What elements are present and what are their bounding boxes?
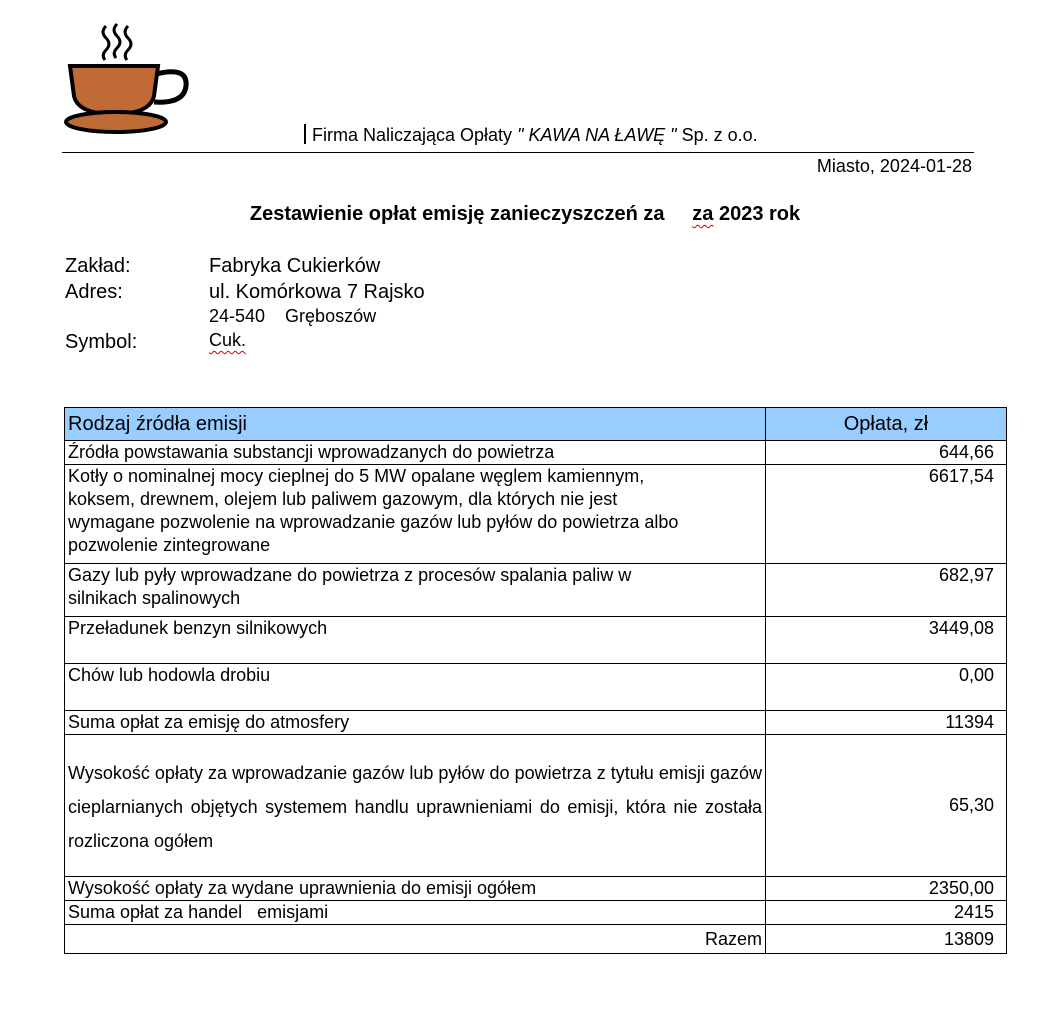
source-name: Gazy lub pyły wprowadzane do powietrza z procesów spalania paliw w silnikach spalinowych (65, 564, 766, 617)
fees-table (64, 407, 1007, 954)
table-row (65, 664, 1007, 711)
header-source: Rodzaj źródła emisji (65, 408, 766, 441)
table-row (65, 564, 1007, 617)
title-part1: Zestawienie opłat emisję zanieczyszczeń za (249, 203, 665, 225)
source-name: Źródła powstawania substancji wprowadzanych do powietrza (65, 441, 766, 465)
ghg-value: 65,30 (766, 735, 1007, 877)
title-squiggled-word: za (692, 203, 714, 225)
source-fee: 644,66 (766, 441, 1007, 465)
trade-sum-value: 2415 (766, 901, 1007, 925)
company-name (304, 124, 758, 146)
address-label: Adres: (65, 281, 123, 303)
source-fee: 3449,08 (766, 617, 1007, 664)
header-divider (62, 152, 974, 153)
atmosphere-sum-value: 11394 (766, 711, 1007, 735)
source-fee: 682,97 (766, 564, 1007, 617)
source-name: Chów lub hodowla drobiu (65, 664, 766, 711)
table-row (65, 441, 1007, 465)
total-label: Razem (65, 925, 766, 954)
company-suffix: Sp. z o.o. (681, 125, 758, 145)
text-cursor-bar (304, 124, 306, 144)
allowances-value: 2350,00 (766, 877, 1007, 901)
ghg-label: Wysokość opłaty za wprowadzanie gazów lub pyłów do powietrza z tytułu emisji gazów cieplarnianych objętych systemem handlu uprawnieniami do emisji, która nie została rozliczona ogółem (65, 735, 766, 877)
table-header-row (65, 408, 1007, 441)
total-value: 13809 (766, 925, 1007, 954)
document-title (0, 201, 1050, 227)
address-line1: ul. Komórkowa 7 Rajsko (209, 281, 425, 303)
source-name: Przeładunek benzyn silnikowych (65, 617, 766, 664)
symbol-value: Cuk. (209, 330, 247, 350)
title-part2: 2023 rok (718, 203, 801, 225)
total-row (65, 925, 1007, 954)
allowances-row (65, 877, 1007, 901)
plant-value: Fabryka Cukierków (209, 255, 381, 277)
atmosphere-sum-label: Suma opłat za emisję do atmosfery (65, 711, 766, 735)
trade-sum-row (65, 901, 1007, 925)
place-date: Miasto, 2024-01-28 (816, 156, 972, 176)
atmosphere-sum-row (65, 711, 1007, 735)
trade-sum-label: Suma opłat za handel emisjami (65, 901, 766, 925)
symbol-label: Symbol: (65, 331, 138, 353)
table-row (65, 465, 1007, 564)
source-name: Kotły o nominalnej mocy cieplnej do 5 MW opalane węglem kamiennym, koksem, drewnem, olejem lub paliwem gazowym, dla których nie jest wymagane pozwolenie na wprowadzanie gazów lub pyłów do powietrza albo pozwolenie zintegrowane (65, 465, 766, 564)
company-brand: " KAWA NA ŁAWĘ " (517, 125, 677, 145)
table-row (65, 617, 1007, 664)
allowances-label: Wysokość opłaty za wydane uprawnienia do emisji ogółem (65, 877, 766, 901)
ghg-row (65, 735, 1007, 877)
source-fee: 6617,54 (766, 465, 1007, 564)
coffee-cup-icon (62, 22, 192, 137)
address-line2: 24-540 Gręboszów (209, 306, 377, 326)
plant-label: Zakład: (65, 255, 131, 277)
source-fee: 0,00 (766, 664, 1007, 711)
header-fee: Opłata, zł (766, 408, 1007, 441)
company-prefix: Firma Naliczająca Opłaty (312, 125, 513, 145)
